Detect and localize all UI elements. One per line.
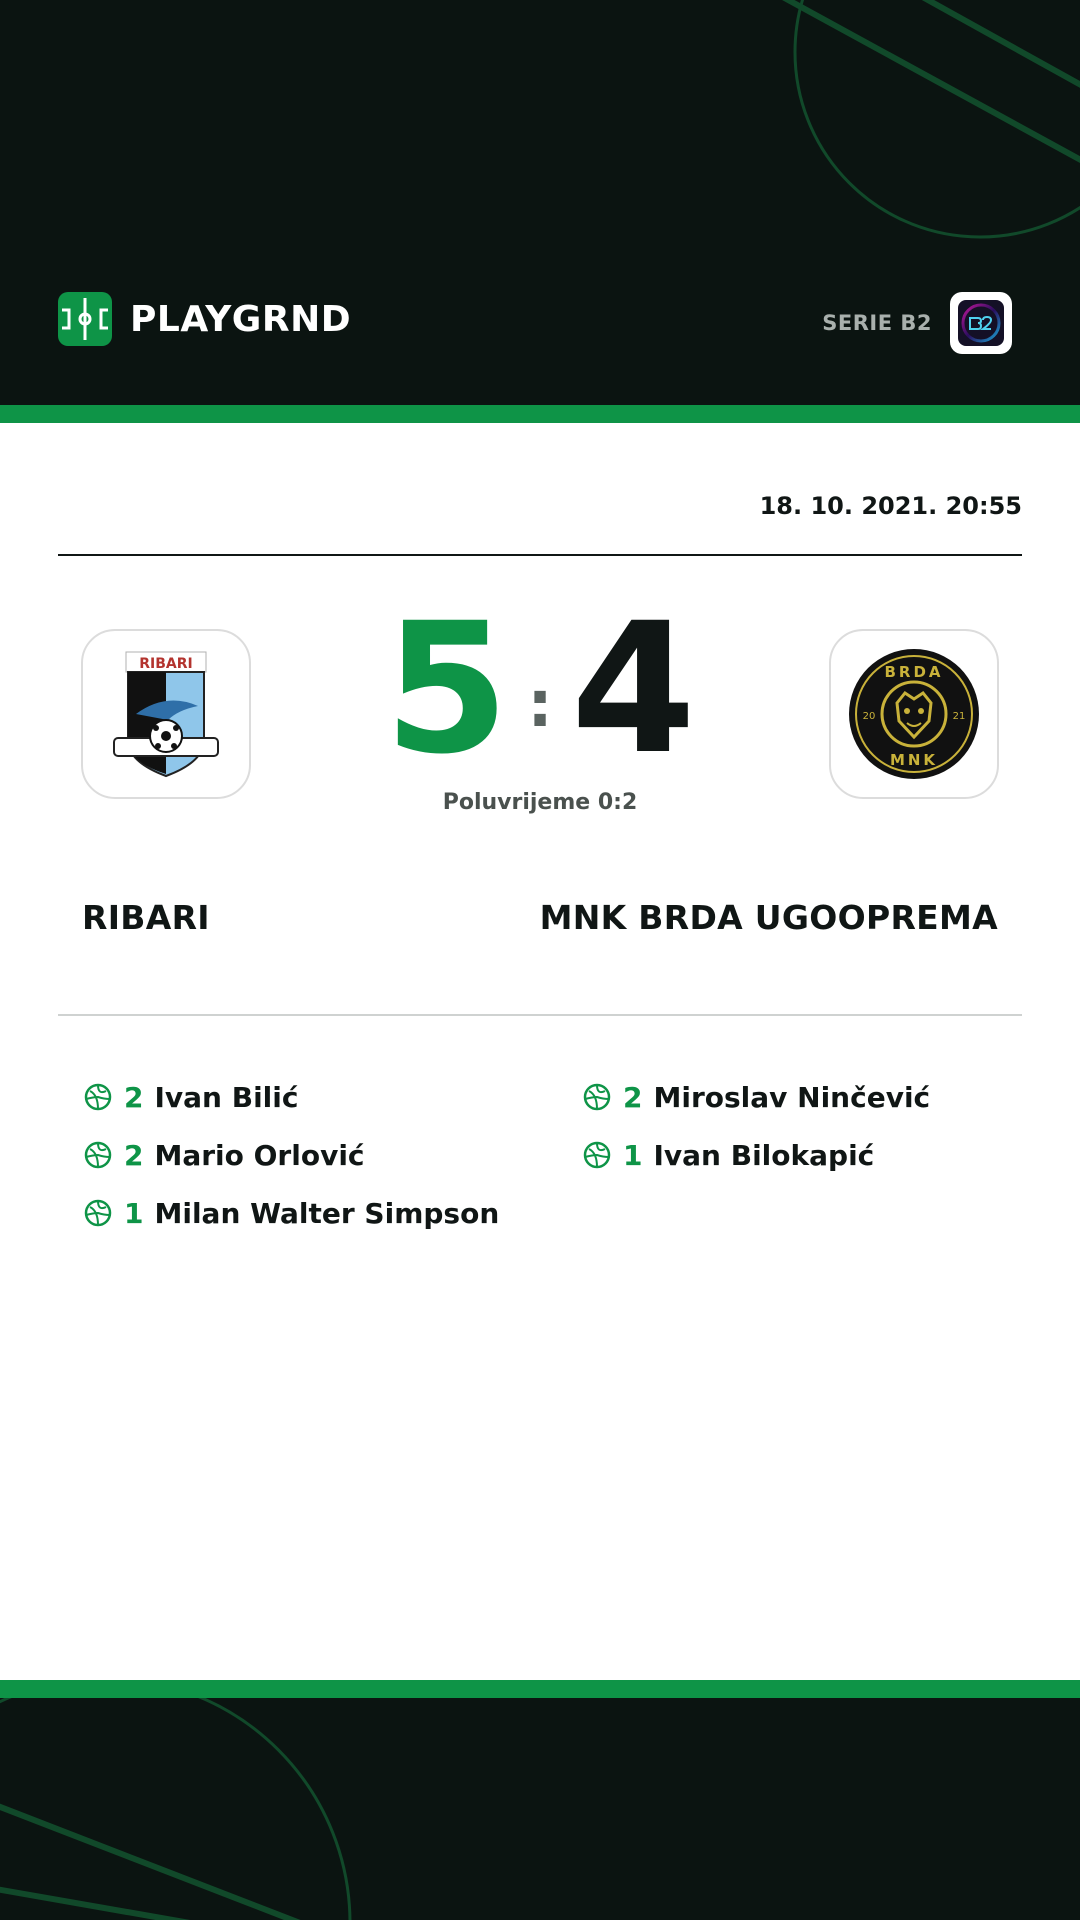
match-datetime: 18. 10. 2021. 20:55 xyxy=(759,492,1022,520)
brand-name: PLAYGRND xyxy=(130,298,352,340)
football-icon xyxy=(583,1083,611,1111)
scorer-row xyxy=(583,1068,930,1126)
divider xyxy=(58,554,1022,556)
goal-count: 2 xyxy=(623,1080,643,1114)
scoreboard xyxy=(340,585,740,794)
football-icon xyxy=(84,1083,112,1111)
away-team-name: MNK BRDA UGOOPREMA xyxy=(539,898,998,937)
football-icon xyxy=(583,1141,611,1169)
divider xyxy=(58,1014,1022,1016)
football-icon xyxy=(84,1199,112,1227)
home-score: 5 xyxy=(383,585,510,794)
scorer-name: Miroslav Ninčević xyxy=(653,1080,931,1114)
goal-count: 1 xyxy=(124,1196,144,1230)
svg-text:MNK: MNK xyxy=(889,751,939,769)
goal-count: 2 xyxy=(124,1080,144,1114)
header xyxy=(0,0,1080,405)
svg-text:RIBARI: RIBARI xyxy=(139,656,193,672)
league-name: SERIE B2 xyxy=(822,311,932,335)
svg-text:20: 20 xyxy=(862,711,876,722)
ribari-crest-icon xyxy=(106,644,226,784)
halftime-score: Poluvrijeme 0:2 xyxy=(442,790,638,815)
home-scorers-list xyxy=(84,1068,499,1242)
accent-bar-bottom xyxy=(0,1680,1080,1698)
goal-count: 1 xyxy=(623,1138,643,1172)
footer xyxy=(0,1698,1080,1920)
scorer-name: Ivan Bilić xyxy=(154,1080,299,1114)
home-team-logo[interactable] xyxy=(81,629,251,799)
brand[interactable] xyxy=(58,292,351,346)
scorer-name: Ivan Bilokapić xyxy=(653,1138,875,1172)
away-team-logo[interactable] xyxy=(829,629,999,799)
serie-b2-logo xyxy=(950,292,1012,354)
scorer-row xyxy=(84,1068,499,1126)
scorer-row xyxy=(84,1184,499,1242)
svg-text:BRDA: BRDA xyxy=(884,663,944,681)
pitch-lines-decoration xyxy=(0,1698,1080,1920)
football-icon xyxy=(84,1141,112,1169)
brda-mnk-crest-icon xyxy=(847,647,981,781)
goal-count: 2 xyxy=(124,1138,144,1172)
scorer-row xyxy=(84,1126,499,1184)
league-info xyxy=(822,292,1012,354)
scorer-name: Mario Orlović xyxy=(154,1138,365,1172)
scorer-row xyxy=(583,1126,930,1184)
away-scorers-list xyxy=(583,1068,930,1184)
accent-bar-top xyxy=(0,405,1080,423)
scorer-name: Milan Walter Simpson xyxy=(154,1196,500,1230)
score-separator: : xyxy=(527,668,553,742)
home-team-name: RIBARI xyxy=(82,898,210,937)
pitch-icon xyxy=(58,292,112,346)
away-score: 4 xyxy=(570,585,697,794)
svg-text:21: 21 xyxy=(952,711,966,722)
